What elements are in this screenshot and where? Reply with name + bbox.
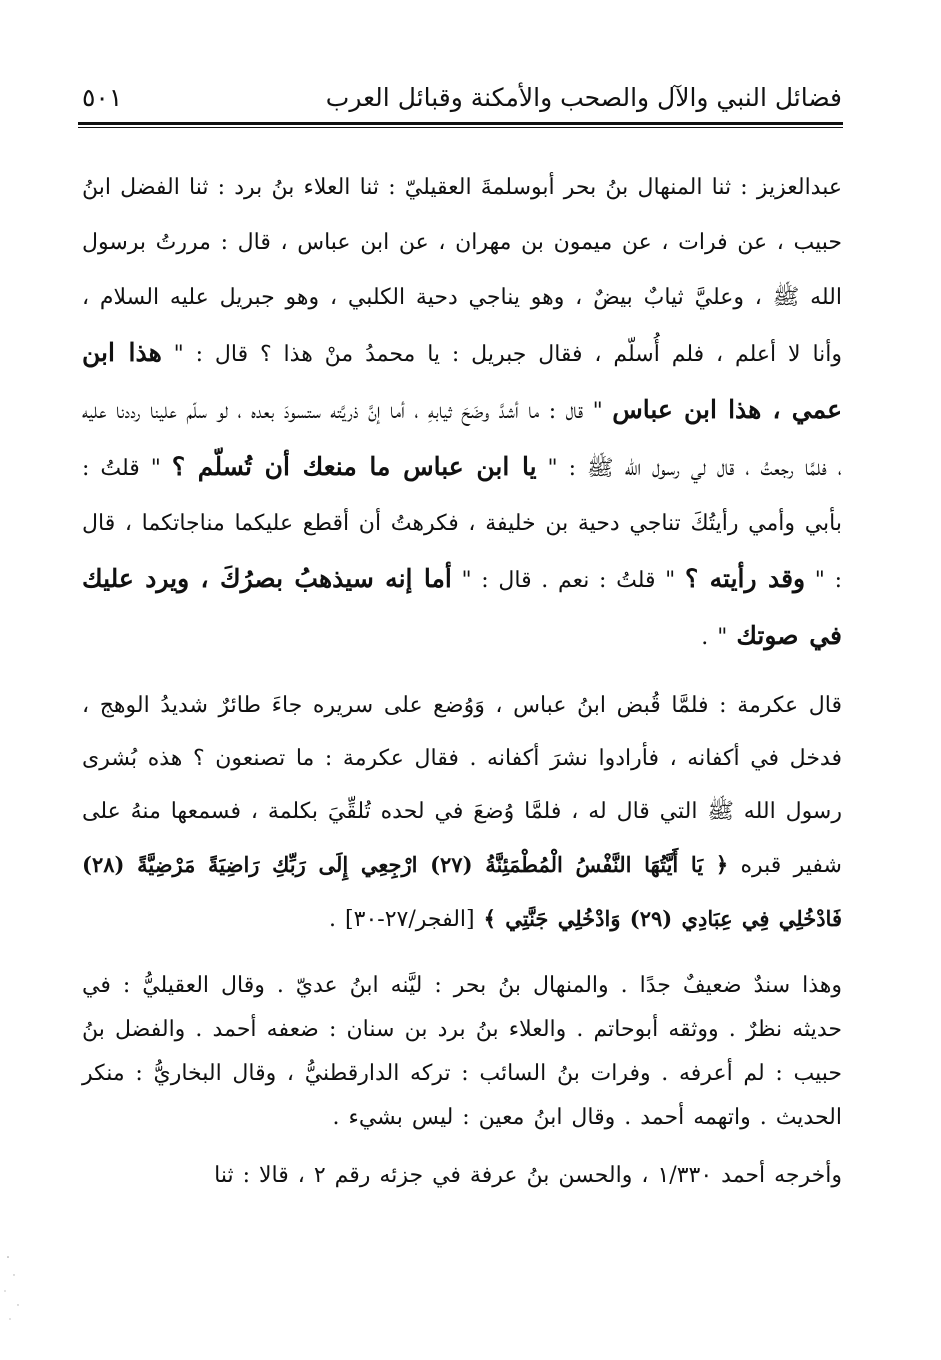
text-segment: " . (701, 625, 737, 650)
page-number: ٥٠١ (82, 83, 123, 112)
text-segment: " قلتُ : نعم . قال : " (451, 568, 685, 593)
text-segment: " قال : ما أشدَّ وضَحَ ثيابهِ ، أما إنَّ ذريَّته ستسودَ بعده ، لو سلّم علينا رددنا عليه ، فلمَّا رجعتُ ، قال لي رسول الله ﷺ : " (82, 399, 842, 481)
text-segment: عبدالعزيز : ثنا المنهال بنُ بحر أبوسلمةَ العقيليّ : ثنا العلاء بنُ برد : ثنا الفضل ابنُ حبيب ، عن فرات ، عن ميمون بن مهران ، عن ابن عباس ، قال : مررتُ برسول الله ﷺ ، وعليَّ ثيابٌ بيضٌ ، وهو يناجي دحية الكلبي ، وهو جبريل عليه السلام ، وأنا لا أعلم ، فلم أُسلّم ، فقال جبريل : يا محمدُ منْ هذا ؟ قال : " (82, 175, 843, 367)
paragraph-hadith (82, 160, 842, 665)
paragraph-isnad-notes (82, 964, 842, 1140)
text-segment-bold: وقد رأيته ؟ (684, 564, 806, 593)
page-header (82, 78, 842, 118)
text-segment-bold: يا ابن عباس ما منعك أن تُسلّم ؟ (171, 452, 537, 481)
text-segment-bold: أما إنه سيذهبُ بصرُكَ ، ويرد عليك في صوتك (82, 564, 842, 650)
header-rule-thick (78, 122, 843, 125)
surah-reference: [الفجر/٢٧-٣٠] . (329, 907, 484, 932)
text-segment: قال عكرمة : فلمَّا قُبض ابنُ عباس ، وَوُضع على سريره جاءَ طائرٌ شديدُ الوهج ، فدخل في أكفانه ، فأرادوا نشرَ أكفانه . فقال عكرمة : ما تصنعون ؟ هذه بُشرى رسول الله ﷺ التي قال له ، فلمَّا وُضعَ في لحده تُلقِّيَ بكلمة ، فسمعها منهُ على شفير قبره (82, 693, 842, 878)
text-segment: " قلتُ : بأبي وأمي رأيتُكَ تناجي دحية بن خليفة ، فكرهتُ أن أقطع عليكما مناجاتكما ، قال : " (82, 456, 842, 593)
body-text (82, 160, 842, 1212)
running-title: فضائل النبي والآل والصحب والأمكنة وقبائل العرب (325, 83, 842, 112)
paragraph-takhrij (82, 1154, 842, 1198)
paragraph-ikrimah (82, 679, 842, 946)
scan-specks (0, 1245, 30, 1325)
quran-verse: ﴿ يَا أَيَّتُهَا النَّفْسُ الْمُطْمَئِنَّةُ (٢٧) ارْجِعِي إِلَى رَبِّكِ رَاضِيَةً مَرْضِيَّةً (٢٨) فَادْخُلِي فِي عِبَادِي (٢٩) وَادْخُلِي جَنَّتِي ﴾ (82, 852, 842, 931)
header-rule-thin (78, 127, 843, 128)
text-segment: وهذا سندٌ ضعيفٌ جدًا . والمنهال بنُ بحر : ليَّنه ابنُ عديّ . وقال العقيليُّ : في حديثه نظرٌ . ووثقه أبوحاتم . والعلاء بنُ برد بن سنان : ضعفه أحمد . والفضل بنُ حبيب : لم أعرفه . وفرات بنُ السائب : تركه الدارقطنيُّ ، وقال البخاريُّ : منكر الحديث . واتهمه أحمد . وقال ابنُ معين : ليس بشيء . (82, 973, 842, 1130)
text-segment-bold: هذا ابن عمي ، هذا ابن عباس (82, 338, 843, 424)
text-segment: وأخرجه أحمد ١/٣٣٠ ، والحسن بنُ عرفة في جزئه رقم ٢ ، قالا : ثنا (214, 1163, 842, 1188)
